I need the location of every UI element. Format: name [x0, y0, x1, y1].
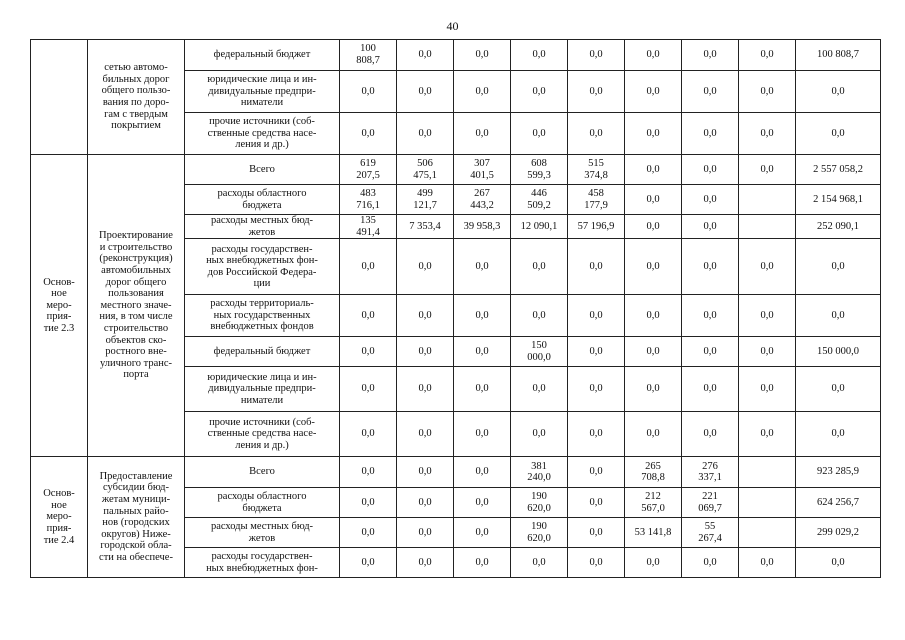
value-cell: 0,0	[682, 215, 739, 239]
value-cell: 0,0	[568, 295, 625, 337]
value-cell: 506 475,1	[397, 155, 454, 185]
source-cell: прочие источники (соб- ственные средства насе- ления и др.)	[185, 412, 340, 457]
total-cell: 252 090,1	[796, 215, 881, 239]
value-cell: 0,0	[397, 457, 454, 488]
value-cell: 0,0	[625, 155, 682, 185]
value-cell: 0,0	[397, 518, 454, 548]
value-cell: 0,0	[511, 295, 568, 337]
total-cell: 0,0	[796, 295, 881, 337]
value-cell: 267 443,2	[454, 185, 511, 215]
value-cell: 265 708,8	[625, 457, 682, 488]
source-cell: расходы областного бюджета	[185, 488, 340, 518]
value-cell: 0,0	[568, 71, 625, 113]
value-cell: 135 491,4	[340, 215, 397, 239]
value-cell: 0,0	[340, 488, 397, 518]
value-cell: 0,0	[454, 548, 511, 578]
value-cell: 0,0	[511, 40, 568, 71]
value-cell	[739, 457, 796, 488]
value-cell: 0,0	[568, 113, 625, 155]
value-cell: 446 509,2	[511, 185, 568, 215]
value-cell: 0,0	[625, 412, 682, 457]
value-cell: 0,0	[340, 239, 397, 295]
total-cell: 0,0	[796, 367, 881, 412]
value-cell: 0,0	[568, 367, 625, 412]
activity-cell: Проектирование и строительство (реконструкция) автомобильных дорог общего пользования местного значе- ния, в том числе строительство объектов ско- ростного вне- уличного транс- порта	[88, 155, 185, 457]
value-cell: 0,0	[397, 113, 454, 155]
value-cell: 0,0	[511, 412, 568, 457]
value-cell: 0,0	[682, 71, 739, 113]
value-cell: 0,0	[397, 367, 454, 412]
value-cell: 0,0	[454, 113, 511, 155]
total-cell: 0,0	[796, 548, 881, 578]
value-cell: 0,0	[454, 518, 511, 548]
value-cell: 0,0	[568, 412, 625, 457]
event-cell: Основ- ное меро- прия- тие 2.3	[31, 155, 88, 457]
value-cell: 0,0	[397, 337, 454, 367]
event-cell: Основ- ное меро- прия- тие 2.4	[31, 457, 88, 578]
total-cell: 100 808,7	[796, 40, 881, 71]
value-cell: 0,0	[739, 337, 796, 367]
table-row	[31, 457, 881, 488]
value-cell: 0,0	[625, 40, 682, 71]
value-cell: 0,0	[511, 548, 568, 578]
value-cell	[739, 488, 796, 518]
value-cell: 12 090,1	[511, 215, 568, 239]
value-cell: 0,0	[739, 155, 796, 185]
value-cell: 0,0	[454, 457, 511, 488]
value-cell: 0,0	[340, 337, 397, 367]
value-cell: 0,0	[454, 367, 511, 412]
table-row	[31, 155, 881, 185]
source-cell: Всего	[185, 155, 340, 185]
value-cell: 0,0	[682, 40, 739, 71]
value-cell: 190 620,0	[511, 518, 568, 548]
value-cell: 458 177,9	[568, 185, 625, 215]
value-cell: 0,0	[397, 295, 454, 337]
value-cell: 0,0	[397, 548, 454, 578]
value-cell	[739, 518, 796, 548]
value-cell: 0,0	[682, 155, 739, 185]
financing-table	[30, 39, 881, 578]
value-cell: 0,0	[739, 548, 796, 578]
value-cell: 0,0	[454, 71, 511, 113]
source-cell: расходы местных бюд- жетов	[185, 518, 340, 548]
value-cell: 0,0	[340, 113, 397, 155]
value-cell: 608 599,3	[511, 155, 568, 185]
source-cell: расходы территориаль- ных государственных внебюджетных фондов	[185, 295, 340, 337]
total-cell: 0,0	[796, 239, 881, 295]
value-cell: 0,0	[340, 412, 397, 457]
value-cell: 0,0	[454, 295, 511, 337]
value-cell: 0,0	[454, 239, 511, 295]
source-cell: Всего	[185, 457, 340, 488]
value-cell: 0,0	[682, 412, 739, 457]
value-cell: 0,0	[340, 295, 397, 337]
value-cell: 0,0	[454, 488, 511, 518]
table-row	[31, 40, 881, 71]
value-cell: 0,0	[682, 337, 739, 367]
value-cell: 0,0	[625, 367, 682, 412]
value-cell: 0,0	[682, 239, 739, 295]
value-cell: 0,0	[568, 40, 625, 71]
value-cell: 39 958,3	[454, 215, 511, 239]
value-cell: 0,0	[739, 113, 796, 155]
value-cell: 0,0	[682, 185, 739, 215]
value-cell: 0,0	[340, 548, 397, 578]
value-cell: 0,0	[625, 337, 682, 367]
value-cell: 0,0	[397, 412, 454, 457]
total-cell: 2 557 058,2	[796, 155, 881, 185]
value-cell: 0,0	[397, 71, 454, 113]
value-cell: 0,0	[397, 239, 454, 295]
value-cell: 0,0	[625, 295, 682, 337]
value-cell: 0,0	[340, 457, 397, 488]
source-cell: юридические лица и ин- дивидуальные предпри- ниматели	[185, 71, 340, 113]
page-number: 40	[446, 19, 459, 33]
source-cell: расходы местных бюд- жетов	[185, 215, 340, 239]
total-cell: 0,0	[796, 113, 881, 155]
value-cell: 0,0	[568, 488, 625, 518]
value-cell: 0,0	[568, 457, 625, 488]
value-cell: 0,0	[568, 239, 625, 295]
total-cell: 150 000,0	[796, 337, 881, 367]
value-cell: 0,0	[739, 295, 796, 337]
value-cell: 0,0	[625, 548, 682, 578]
value-cell: 0,0	[340, 518, 397, 548]
value-cell: 0,0	[739, 239, 796, 295]
value-cell: 0,0	[511, 71, 568, 113]
value-cell: 0,0	[340, 71, 397, 113]
value-cell: 190 620,0	[511, 488, 568, 518]
value-cell: 307 401,5	[454, 155, 511, 185]
value-cell: 0,0	[397, 40, 454, 71]
total-cell: 0,0	[796, 71, 881, 113]
value-cell: 483 716,1	[340, 185, 397, 215]
value-cell: 0,0	[568, 548, 625, 578]
value-cell: 0,0	[454, 337, 511, 367]
value-cell: 0,0	[454, 40, 511, 71]
value-cell: 0,0	[568, 337, 625, 367]
value-cell: 0,0	[511, 113, 568, 155]
total-cell: 299 029,2	[796, 518, 881, 548]
value-cell: 0,0	[511, 367, 568, 412]
value-cell: 619 207,5	[340, 155, 397, 185]
value-cell: 0,0	[625, 215, 682, 239]
value-cell: 0,0	[568, 518, 625, 548]
value-cell: 0,0	[397, 488, 454, 518]
value-cell: 0,0	[625, 185, 682, 215]
value-cell: 0,0	[739, 71, 796, 113]
total-cell: 2 154 968,1	[796, 185, 881, 215]
value-cell: 276 337,1	[682, 457, 739, 488]
total-cell: 923 285,9	[796, 457, 881, 488]
value-cell: 515 374,8	[568, 155, 625, 185]
total-cell: 0,0	[796, 412, 881, 457]
value-cell	[739, 185, 796, 215]
total-cell: 624 256,7	[796, 488, 881, 518]
value-cell: 0,0	[682, 548, 739, 578]
activity-cell: Предоставление субсидии бюд- жетам муници- пальных райо- нов (городских округов) Ниже- городской обла- сти на обеспече-	[88, 457, 185, 578]
value-cell: 0,0	[340, 367, 397, 412]
value-cell: 381 240,0	[511, 457, 568, 488]
source-cell: федеральный бюджет	[185, 40, 340, 71]
source-cell: расходы областного бюджета	[185, 185, 340, 215]
value-cell: 150 000,0	[511, 337, 568, 367]
source-cell: расходы государствен- ных внебюджетных фон- дов Российской Федера- ции	[185, 239, 340, 295]
value-cell: 221 069,7	[682, 488, 739, 518]
source-cell: юридические лица и ин- дивидуальные предпри- ниматели	[185, 367, 340, 412]
value-cell	[739, 215, 796, 239]
value-cell: 0,0	[625, 113, 682, 155]
value-cell: 0,0	[625, 239, 682, 295]
event-cell	[31, 40, 88, 155]
source-cell: прочие источники (соб- ственные средства насе- ления и др.)	[185, 113, 340, 155]
value-cell: 0,0	[739, 367, 796, 412]
source-cell: федеральный бюджет	[185, 337, 340, 367]
value-cell: 7 353,4	[397, 215, 454, 239]
value-cell: 212 567,0	[625, 488, 682, 518]
value-cell: 53 141,8	[625, 518, 682, 548]
value-cell: 0,0	[454, 412, 511, 457]
activity-cell: сетью автомо- бильных дорог общего пользо- вания по доро- гам с твердым покрытием	[88, 40, 185, 155]
value-cell: 499 121,7	[397, 185, 454, 215]
value-cell: 0,0	[682, 367, 739, 412]
value-cell: 0,0	[682, 295, 739, 337]
value-cell: 0,0	[739, 412, 796, 457]
source-cell: расходы государствен- ных внебюджетных фон-	[185, 548, 340, 578]
value-cell: 0,0	[625, 71, 682, 113]
value-cell: 100 808,7	[340, 40, 397, 71]
value-cell: 55 267,4	[682, 518, 739, 548]
value-cell: 0,0	[682, 113, 739, 155]
table-body	[31, 40, 881, 578]
value-cell: 0,0	[511, 239, 568, 295]
value-cell: 0,0	[739, 40, 796, 71]
value-cell: 57 196,9	[568, 215, 625, 239]
